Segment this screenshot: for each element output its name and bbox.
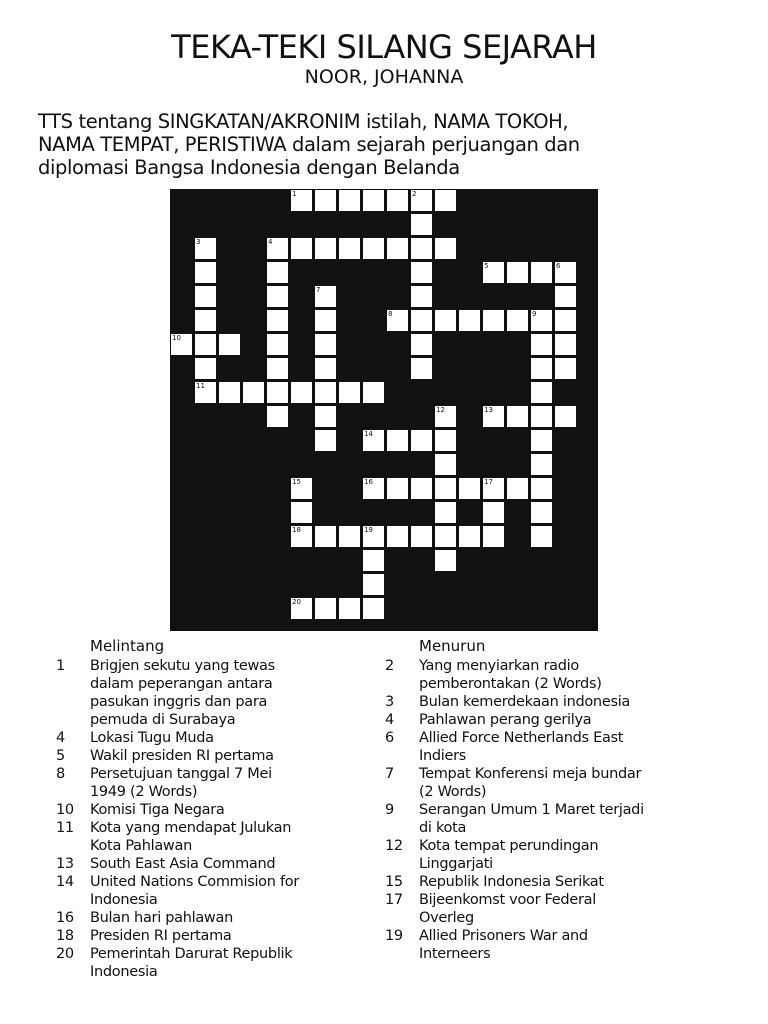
crossword-cell[interactable] [386,477,409,500]
crossword-cell[interactable] [338,237,361,260]
clue-line: di kota [419,820,467,836]
clue-item-number: 10 [56,802,74,818]
clue-item-number: 11 [56,820,74,836]
down-heading: Menurun [419,637,486,655]
clue-line: Tempat Konferensi meja bundar [419,766,642,782]
clue-item [385,729,685,765]
crossword-cell[interactable] [410,525,433,548]
crossword-cell[interactable] [530,261,553,284]
clue-number: 16 [364,478,373,486]
crossword-cell[interactable] [266,309,289,332]
crossword-cell[interactable] [410,357,433,380]
crossword-cell[interactable] [314,309,337,332]
clue-item-number: 1 [56,658,65,674]
clue-item [56,747,356,765]
clue-item [56,765,356,801]
clue-number: 3 [196,238,201,246]
clue-item-text [90,801,330,819]
crossword-cell[interactable] [530,357,553,380]
crossword-cell[interactable] [386,525,409,548]
clue-line: 1949 (2 Words) [90,784,198,800]
author-name: NOOR, JOHANNA [304,66,464,88]
crossword-cell[interactable] [266,333,289,356]
clue-line: Kota yang mendapat Julukan [90,820,292,836]
crossword-cell[interactable] [362,525,385,548]
clue-item [56,657,356,729]
clue-item-text [90,657,330,729]
clue-item-number: 4 [385,712,394,728]
clue-item [385,711,685,729]
crossword-cell[interactable] [314,381,337,404]
crossword-cell[interactable] [314,333,337,356]
crossword-cell[interactable] [314,357,337,380]
crossword-cell[interactable] [434,429,457,452]
crossword-cell[interactable] [314,597,337,620]
crossword-cell[interactable] [434,549,457,572]
clue-item-number: 12 [385,838,403,854]
crossword-cell[interactable] [362,573,385,596]
clue-item-number: 17 [385,892,403,908]
clue-item [385,927,685,963]
clue-number: 1 [292,190,297,198]
clue-number: 11 [196,382,205,390]
crossword-cell[interactable] [410,429,433,452]
crossword-grid [170,189,598,631]
crossword-cell[interactable] [338,381,361,404]
clue-number: 2 [412,190,417,198]
clue-item-number: 16 [56,910,74,926]
clue-line: Interneers [419,946,491,962]
clue-line: Linggarjati [419,856,493,872]
clue-line: Allied Force Netherlands East [419,730,624,746]
intro-line: diplomasi Bangsa Indonesia dengan Belanda [38,156,460,179]
crossword-cell[interactable] [194,309,217,332]
clue-line: Presiden RI pertama [90,928,232,944]
clue-line: Bulan kemerdekaan indonesia [419,694,631,710]
crossword-cell[interactable] [530,525,553,548]
crossword-cell[interactable] [386,189,409,212]
clue-item-number: 13 [56,856,74,872]
crossword-cell[interactable] [266,237,289,260]
crossword-cell[interactable] [338,189,361,212]
crossword-cell[interactable] [506,405,529,428]
clue-item [56,873,356,909]
clue-number: 17 [484,478,493,486]
clue-item [385,693,685,711]
clue-item [385,765,685,801]
clue-line: Overleg [419,910,474,926]
clue-item-text [419,891,659,927]
crossword-cell[interactable] [530,381,553,404]
clue-item-number: 19 [385,928,403,944]
crossword-cell[interactable] [482,525,505,548]
crossword-cell[interactable] [314,525,337,548]
crossword-cell[interactable] [362,189,385,212]
crossword-cell[interactable] [314,405,337,428]
crossword-cell[interactable] [362,237,385,260]
crossword-cell[interactable] [506,309,529,332]
crossword-cell[interactable] [434,501,457,524]
intro-text [38,110,738,179]
clue-item-number: 2 [385,658,394,674]
crossword-cell[interactable] [434,237,457,260]
clue-line: Allied Prisoners War and [419,928,588,944]
crossword-cell[interactable] [194,237,217,260]
crossword-cell[interactable] [218,381,241,404]
clue-line: Pahlawan perang gerilya [419,712,592,728]
crossword-cell[interactable] [266,261,289,284]
clue-item [385,837,685,873]
crossword-cell[interactable] [266,381,289,404]
crossword-cell[interactable] [314,189,337,212]
crossword-cell[interactable] [290,501,313,524]
crossword-cell[interactable] [410,213,433,236]
crossword-cell[interactable] [482,477,505,500]
clue-item [385,873,685,891]
clue-item-text [419,693,659,711]
clue-item-text [419,837,659,873]
clue-line: South East Asia Command [90,856,276,872]
clue-line: Indonesia [90,892,158,908]
crossword-cell[interactable] [410,333,433,356]
intro-line: NAMA TEMPAT, PERISTIWA dalam sejarah perjuangan dan [38,133,580,156]
clue-item [385,657,685,693]
crossword-cell[interactable] [194,285,217,308]
clue-item-number: 3 [385,694,394,710]
crossword-cell[interactable] [194,357,217,380]
crossword-cell[interactable] [266,405,289,428]
crossword-cell[interactable] [410,477,433,500]
clue-item-text [419,801,659,837]
clue-item [56,819,356,855]
clue-item [56,729,356,747]
crossword-cell[interactable] [362,477,385,500]
clue-number: 14 [364,430,373,438]
crossword-cell[interactable] [218,333,241,356]
crossword-cell[interactable] [290,477,313,500]
clue-item-number: 14 [56,874,74,890]
clue-line: dalam peperangan antara [90,676,273,692]
clue-number: 12 [436,406,445,414]
crossword-cell[interactable] [434,189,457,212]
crossword-cell[interactable] [410,309,433,332]
clue-number: 4 [268,238,273,246]
clue-line: Brigjen sekutu yang tewas [90,658,275,674]
clue-item-text [90,945,330,981]
clue-item-number: 7 [385,766,394,782]
clue-item-text [419,765,659,801]
crossword-cell[interactable] [434,525,457,548]
clue-line: Pemerintah Darurat Republik [90,946,293,962]
clue-number: 15 [292,478,301,486]
clue-line: Lokasi Tugu Muda [90,730,214,746]
crossword-cell[interactable] [290,237,313,260]
crossword-cell[interactable] [314,237,337,260]
clue-number: 5 [484,262,489,270]
clue-item-number: 9 [385,802,394,818]
page-title: TEKA-TEKI SILANG SEJARAH [171,28,597,66]
crossword-cell[interactable] [410,237,433,260]
crossword-cell[interactable] [530,477,553,500]
clue-item [56,801,356,819]
crossword-cell[interactable] [266,357,289,380]
clue-line: Indonesia [90,964,158,980]
clue-item-number: 6 [385,730,394,746]
crossword-cell[interactable] [290,381,313,404]
crossword-cell[interactable] [554,285,577,308]
clue-line: pemberontakan (2 Words) [419,676,602,692]
clue-number: 6 [556,262,561,270]
clue-item-number: 15 [385,874,403,890]
crossword-cell[interactable] [434,309,457,332]
clue-item-text [90,873,330,909]
clue-item-text [419,711,659,729]
crossword-cell[interactable] [482,501,505,524]
clue-line: Kota tempat perundingan [419,838,599,854]
clue-item-number: 18 [56,928,74,944]
clue-number: 20 [292,598,301,606]
crossword-cell[interactable] [242,381,265,404]
crossword-cell[interactable] [554,261,577,284]
clue-item-text [419,927,659,963]
crossword-cell[interactable] [482,261,505,284]
clue-line: Republik Indonesia Serikat [419,874,604,890]
crossword-cell[interactable] [506,261,529,284]
crossword-cell[interactable] [458,309,481,332]
clue-number: 8 [388,310,393,318]
intro-line: TTS tentang SINGKATAN/AKRONIM istilah, NAMA TOKOH, [38,110,569,133]
crossword-cell[interactable] [554,309,577,332]
clue-item-text [419,873,659,891]
clue-item-text [90,927,330,945]
crossword-cell[interactable] [554,357,577,380]
clue-line: Bulan hari pahlawan [90,910,233,926]
clue-line: United Nations Commision for [90,874,299,890]
clue-item-text [90,819,330,855]
crossword-cell[interactable] [434,405,457,428]
crossword-cell[interactable] [530,309,553,332]
crossword-cell[interactable] [530,429,553,452]
crossword-cell[interactable] [194,381,217,404]
crossword-cell[interactable] [386,237,409,260]
clue-item-text [90,729,330,747]
crossword-cell[interactable] [194,333,217,356]
clue-item-text [90,765,330,801]
clue-item-number: 4 [56,730,65,746]
crossword-cell[interactable] [530,453,553,476]
clue-line: Indiers [419,748,467,764]
crossword-cell[interactable] [362,381,385,404]
crossword-cell[interactable] [290,597,313,620]
across-heading: Melintang [90,637,165,655]
clue-item-number: 8 [56,766,65,782]
crossword-cell[interactable] [362,597,385,620]
clue-line: pemuda di Surabaya [90,712,236,728]
clue-line: Yang menyiarkan radio [419,658,579,674]
clue-item [56,855,356,873]
clue-line: Wakil presiden RI pertama [90,748,274,764]
clue-number: 7 [316,286,321,294]
clue-line: Serangan Umum 1 Maret terjadi [419,802,644,818]
crossword-cell[interactable] [338,525,361,548]
crossword-cell[interactable] [362,429,385,452]
clue-item [56,909,356,927]
crossword-cell[interactable] [554,405,577,428]
clue-line: Persetujuan tanggal 7 Mei [90,766,272,782]
crossword-cell[interactable] [410,189,433,212]
clue-line: Komisi Tiga Negara [90,802,225,818]
clue-item-text [90,747,330,765]
crossword-cell[interactable] [290,525,313,548]
clue-line: Bijeenkomst voor Federal [419,892,596,908]
crossword-cell[interactable] [458,525,481,548]
crossword-cell[interactable] [554,333,577,356]
crossword-cell[interactable] [266,285,289,308]
clue-number: 9 [532,310,537,318]
clue-item-text [419,657,659,693]
clue-item [385,891,685,927]
crossword-cell[interactable] [410,261,433,284]
crossword-cell[interactable] [362,549,385,572]
clue-number: 13 [484,406,493,414]
crossword-cell[interactable] [386,429,409,452]
clue-item-text [90,909,330,927]
crossword-cell[interactable] [434,477,457,500]
clue-number: 10 [172,334,181,342]
crossword-cell[interactable] [506,477,529,500]
clue-item-number: 20 [56,946,74,962]
crossword-cell[interactable] [290,189,313,212]
crossword-cell[interactable] [482,405,505,428]
clue-item-text [90,855,330,873]
clue-number: 18 [292,526,301,534]
clue-item [385,801,685,837]
crossword-cell[interactable] [386,309,409,332]
crossword-cell[interactable] [314,285,337,308]
crossword-cell[interactable] [530,501,553,524]
crossword-cell[interactable] [458,477,481,500]
clue-line: Kota Pahlawan [90,838,192,854]
crossword-cell[interactable] [530,405,553,428]
crossword-cell[interactable] [410,285,433,308]
clue-item-number: 5 [56,748,65,764]
clue-line: (2 Words) [419,784,487,800]
clue-line: pasukan inggris dan para [90,694,268,710]
clue-item-text [419,729,659,765]
crossword-cell[interactable] [530,333,553,356]
crossword-cell[interactable] [314,429,337,452]
crossword-cell[interactable] [170,333,193,356]
crossword-cell[interactable] [194,261,217,284]
clue-item [56,945,356,981]
crossword-cell[interactable] [434,453,457,476]
clue-item [56,927,356,945]
crossword-cell[interactable] [482,309,505,332]
crossword-cell[interactable] [338,597,361,620]
clue-number: 19 [364,526,373,534]
